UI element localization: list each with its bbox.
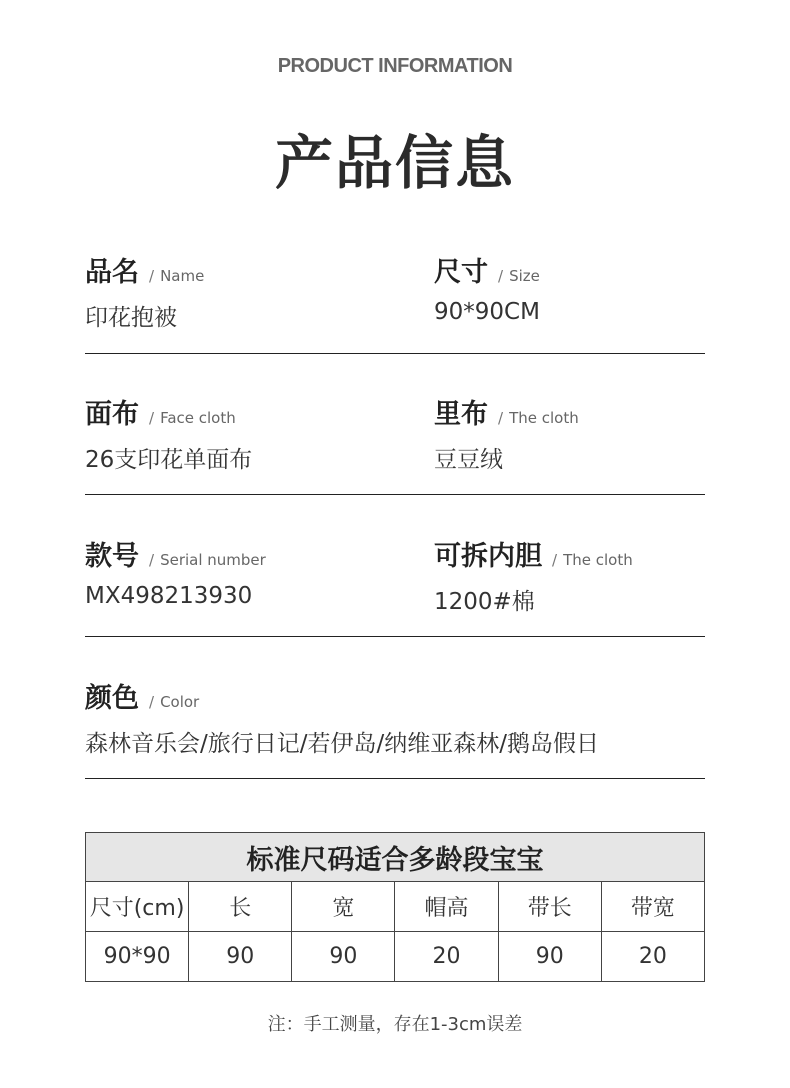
field-label: 品名 / Name xyxy=(85,257,205,288)
field-label-en: Name xyxy=(160,267,205,285)
table-row xyxy=(86,932,705,982)
table-header-row xyxy=(86,882,705,932)
field-value: 豆豆绒 xyxy=(434,447,503,473)
field-label: 可拆内胆 / The cloth xyxy=(434,541,633,572)
table-cell: 90*90 xyxy=(86,932,189,982)
field-value: 1200#棉 xyxy=(434,589,535,615)
table-header-cell: 帽高 xyxy=(395,882,498,932)
field-label-en: The cloth xyxy=(563,551,633,569)
divider xyxy=(85,353,705,354)
separator: / xyxy=(149,267,155,285)
divider xyxy=(85,494,705,495)
table-header-cell: 宽 xyxy=(292,882,395,932)
field-value: 26支印花单面布 xyxy=(85,447,253,473)
field-color xyxy=(85,676,599,758)
field-size xyxy=(434,250,540,325)
separator: / xyxy=(498,267,504,285)
field-value: 印花抱被 xyxy=(85,305,177,331)
field-serial xyxy=(85,534,266,609)
table-header-cell: 尺寸(cm) xyxy=(86,882,189,932)
divider xyxy=(85,636,705,637)
field-value: 森林音乐会/旅行日记/若伊岛/纳维亚森林/鹅岛假日 xyxy=(85,731,599,757)
field-label: 面布 / Face cloth xyxy=(85,399,236,430)
table-header-cell: 带长 xyxy=(498,882,601,932)
size-table xyxy=(85,832,705,982)
separator: / xyxy=(149,693,155,711)
field-removable-liner xyxy=(434,534,633,616)
table-cell: 90 xyxy=(189,932,292,982)
table-cell: 90 xyxy=(498,932,601,982)
field-label: 款号 / Serial number xyxy=(85,541,266,572)
page-title: 产品信息 xyxy=(274,129,515,197)
field-face-cloth xyxy=(85,392,252,474)
field-name xyxy=(85,250,204,332)
field-value: MX498213930 xyxy=(85,583,253,609)
size-table-title: 标准尺码适合多龄段宝宝 xyxy=(86,833,705,882)
field-lining xyxy=(434,392,579,474)
header-english: PRODUCT INFORMATION xyxy=(277,55,513,77)
field-label-en: Face cloth xyxy=(160,409,236,427)
field-label: 里布 / The cloth xyxy=(434,399,579,430)
field-label-en: Color xyxy=(160,693,200,711)
table-header-cell: 带宽 xyxy=(601,882,704,932)
divider xyxy=(85,778,705,779)
field-value: 90*90CM xyxy=(434,299,540,325)
field-label-en: Size xyxy=(509,267,540,285)
measurement-note: 注：手工测量，存在1-3cm误差 xyxy=(267,1014,523,1035)
separator: / xyxy=(149,551,155,569)
separator: / xyxy=(498,409,504,427)
separator: / xyxy=(149,409,155,427)
table-cell: 90 xyxy=(292,932,395,982)
field-label-en: Serial number xyxy=(160,551,266,569)
field-label: 尺寸 / Size xyxy=(434,257,540,288)
field-label: 颜色 / Color xyxy=(85,683,200,714)
separator: / xyxy=(552,551,558,569)
table-cell: 20 xyxy=(395,932,498,982)
table-header-cell: 长 xyxy=(189,882,292,932)
field-label-en: The cloth xyxy=(509,409,579,427)
table-cell: 20 xyxy=(601,932,704,982)
